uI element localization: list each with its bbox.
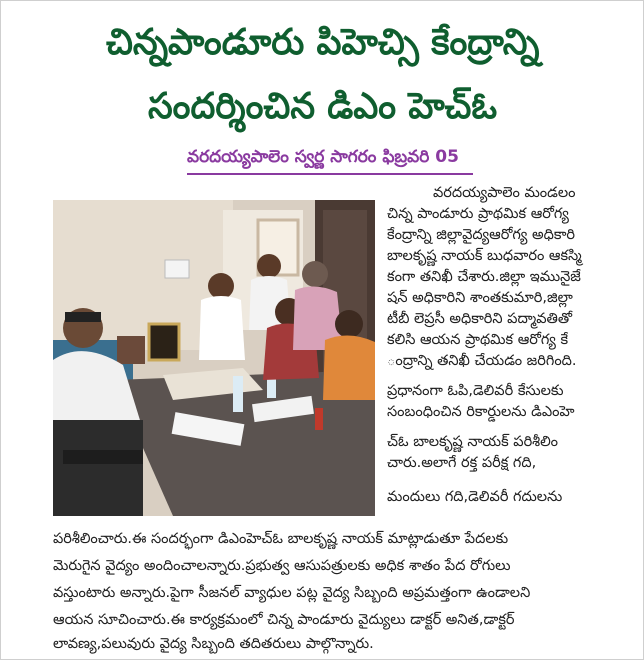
column-line: ప్రధానంగా ఓపి,డెలివరీ కేసులకు <box>387 383 564 399</box>
dateline <box>187 147 459 171</box>
headline-line-2: సందర్శించిన డిఎం హెచ్ఓ <box>148 86 498 127</box>
column-line: బాలకృష్ణ నాయక్ బుధవారం ఆకస్మి <box>387 248 582 264</box>
body-line: లావణ్య,పలువురు వైద్య సిబ్బంది తదితరులు పాల్గొన్నారు. <box>53 636 374 652</box>
body-line: పరిశీలించారు.ఈ సందర్భంగా డిఎంహెచ్ఓ బాలకృష్ణ నాయక్ మాట్లాడుతూ పేదలకు <box>53 531 509 547</box>
column-line: టీబీ లెప్రసీ అధికారిని పద్మావతితో <box>387 311 573 327</box>
column-line: చారు.అలాగే రక్త పరీక్ష గది, <box>387 455 537 471</box>
dateline-place: వరదయ్యపాలెం స్వర్ణ సాగరం ఫిబ్రవరి <box>187 147 430 167</box>
column-line: షన్ అధికారిని శాంతకుమారి,జిల్లా <box>387 290 573 306</box>
photo-illustration <box>53 200 375 516</box>
body-line: ఆయన సూచించారు.ఈ కార్యక్రమంలో చిన్న పాండూరు వైద్యులు డాక్టర్ అనిత,డాక్టర్ <box>53 612 515 628</box>
column-line: సంబంధించిన రికార్డులను డిఎంహె <box>387 404 575 420</box>
dateline-date: 05 <box>435 147 459 167</box>
headline-line-1: చిన్నపాండూరు పిహెచ్సి కేంద్రాన్ని <box>106 22 540 63</box>
column-line: వరదయ్యపాలెం మండలం <box>433 185 576 201</box>
dateline-underline <box>187 173 473 175</box>
column-line: చ్ఓ బాలకృష్ణ నాయక్ పరిశీలిం <box>387 434 559 450</box>
column-line: కేంద్రాన్ని జిల్లావైద్యఆరోగ్య అధికారి <box>387 227 576 243</box>
column-line: మందులు గది,డెలివరీ గదులను <box>387 489 563 505</box>
column-line: కలిసి ఆయన ప్రాథమిక ఆరోగ్య కే <box>387 332 569 348</box>
body-line: వస్తుంటారు అన్నారు.పైగా సీజనల్ వ్యాధుల పట్ల వైద్య సిబ్బంది అప్రమత్తంగా ఉండాలని <box>53 585 531 601</box>
news-photo <box>53 200 375 516</box>
body-line: మెరుగైన వైద్యం అందించాలన్నారు.ప్రభుత్వ ఆసుపత్రులకు అధిక శాతం పేద రోగులు <box>53 558 511 574</box>
column-line: కంగా తనిఖీ చేశారు.జిల్లా ఇమునైజే <box>387 269 581 285</box>
column-line: చిన్న పాండూరు ప్రాథమిక ఆరోగ్య <box>387 206 569 222</box>
column-line: ంద్రాన్ని తనిఖీ చేయడం జరిగింది. <box>387 353 577 369</box>
